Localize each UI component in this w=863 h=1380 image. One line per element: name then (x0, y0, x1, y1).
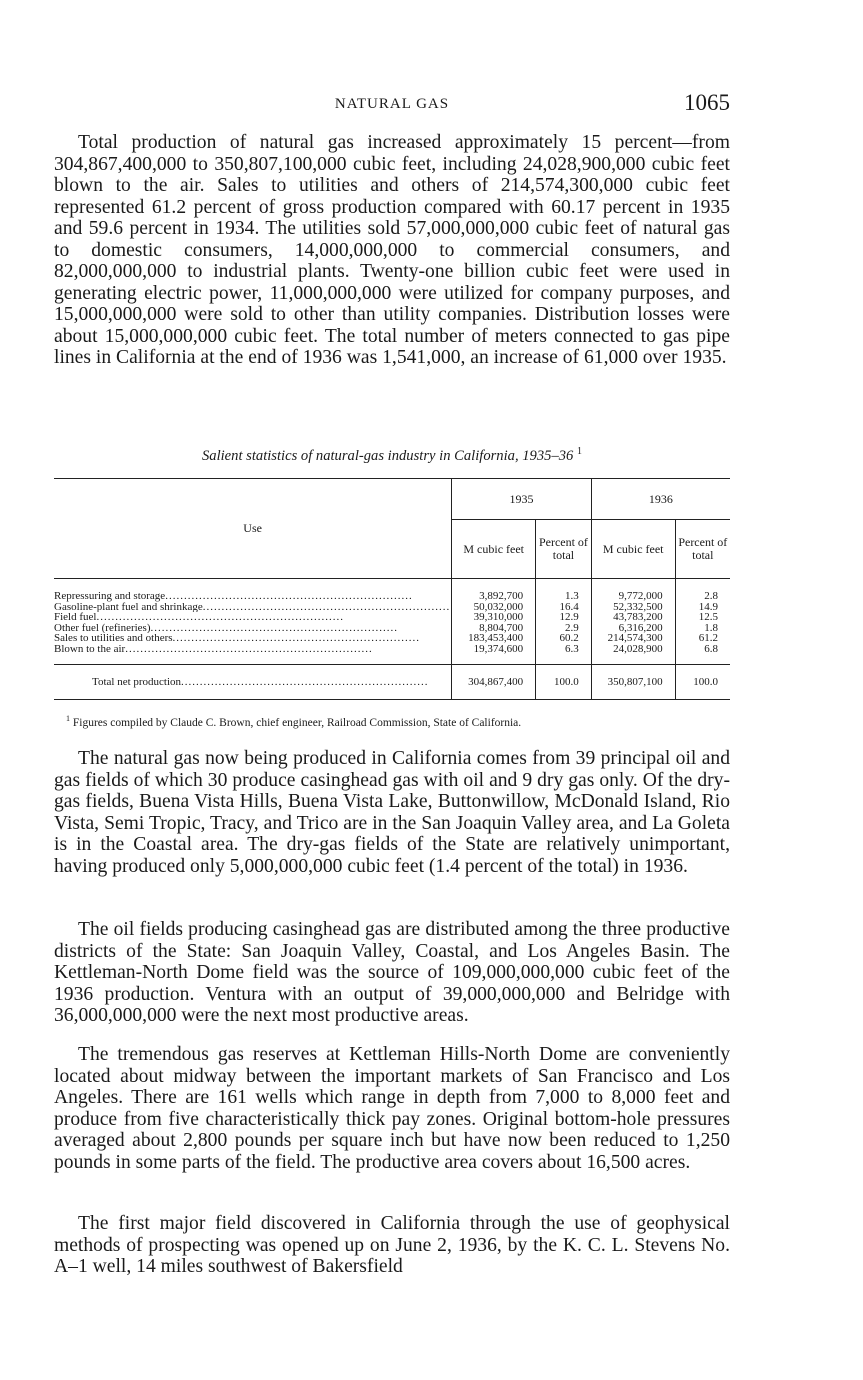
cell-1935-m: 183,453,400 (452, 633, 536, 644)
cell-1936-pct: 61.2 (675, 633, 730, 644)
running-head-title: NATURAL GAS (334, 96, 450, 112)
table-row: Field fuel.................................................................. 39,310,000 12.9 43,783,200 12.5 (54, 612, 730, 623)
cell-1936-m: 43,783,200 (591, 612, 675, 623)
table-caption-text: Salient statistics of natural-gas industry in California, 1935–36 (201, 447, 574, 464)
salient-statistics-table (54, 478, 730, 700)
table-row: Blown to the air.................................................................. 19,374,600 6.3 24,028,900 6.8 (54, 644, 730, 665)
cell-1935-m: 19,374,600 (452, 644, 536, 665)
cell-1935-pct: 16.4 (536, 602, 592, 613)
page-number: 1065 (684, 90, 730, 115)
row-label: Sales to utilities and others (54, 633, 173, 644)
cell-1936-pct: 2.8 (675, 579, 730, 602)
paragraph-production: Total production of natural gas increased approximately 15 percent—from 304,867,400,000 to 350,807,100,000 cubic feet, including 24,028,900,000 cubic feet blown to the air. Sales to utilities and others of 214,574,300,000 cubic feet represented 61.2 percent of gross production compared with 60.17 percent in 1935 and 59.6 percent in 1934. The utilities sold 57,000,000,000 cubic feet of natural gas to domestic consumers, 14,000,000,000 to commercial consumers, and 82,000,000,000 to industrial plants. Twenty-one billion cubic feet were used in generating electric power, 11,000,000,000 were utilized for company purposes, and 15,000,000,000 were sold to other than utility companies. Distribution losses were about 15,000,000,000 cubic feet. The total number of meters connected to gas pipe lines in California at the end of 1936 was 1,541,000, an increase of 61,000 over 1935. (54, 132, 730, 368)
table-total-row: Total net production.................................................................. 304,867,400 100.0 350,807,100 100.0 (54, 665, 730, 700)
row-label: Repressuring and storage (54, 590, 166, 602)
total-1936-pct: 100.0 (675, 665, 730, 700)
row-label: Field fuel (54, 612, 97, 623)
total-1935-m: 304,867,400 (452, 665, 536, 700)
total-1936-m: 350,807,100 (591, 665, 675, 700)
row-label: Blown to the air (54, 643, 126, 655)
cell-1936-pct: 6.8 (675, 644, 730, 665)
running-head (54, 92, 730, 122)
row-label: Gasoline-plant fuel and shrinkage (54, 601, 203, 612)
cell-1935-pct: 1.3 (536, 579, 592, 602)
table-row: Repressuring and storage.................................................................. 3,892,700 1.3 9,772,000 2.8 (54, 579, 730, 602)
cell-1936-m: 24,028,900 (591, 644, 675, 665)
cell-1935-m: 8,804,700 (452, 623, 536, 634)
cell-1936-m: 6,316,200 (591, 623, 675, 634)
cell-1936-pct: 12.5 (675, 612, 730, 623)
total-row-label: Total net production (92, 675, 182, 688)
table-footnote (54, 714, 730, 729)
cell-1935-m: 3,892,700 (452, 579, 536, 602)
cell-1936-pct: 1.8 (675, 623, 730, 634)
paragraph-casinghead: The oil fields producing casinghead gas are distributed among the three productive districts of the State: San Joaquin Valley, Coastal, and Los Angeles Basin. The Kettleman-North Dome field was the source of 109,000,000,000 cubic feet of the 1936 production. Ventura with an output of 39,000,000,000 and Belridge with 36,000,000,000 were the next most productive areas. (54, 919, 730, 1026)
paragraph-kettleman: The tremendous gas reserves at Kettleman Hills-North Dome are conveniently located about midway between the important markets of San Francisco and Los Angeles. There are 161 wells which range in depth from 7,000 to 8,000 feet and produce from five characteristically thick pay zones. Original bottom-hole pressures averaged about 2,800 pounds per square inch but have now been reduced to 1,250 pounds in some parts of the field. The productive area covers about 16,500 acres. (54, 1044, 730, 1173)
column-header-1936-m-cubic-feet: M cubic feet (591, 520, 675, 579)
cell-1936-pct: 14.9 (675, 602, 730, 613)
cell-1936-m: 52,332,500 (591, 602, 675, 613)
footnote-mark: 1 (66, 714, 70, 723)
table-row: Other fuel (refineries).................................................................. 8,804,700 2.9 6,316,200 1.8 (54, 623, 730, 634)
footnote-text: Figures compiled by Claude C. Brown, chief engineer, Railroad Commission, State of California. (72, 716, 522, 729)
cell-1935-pct: 12.9 (536, 612, 592, 623)
column-header-1935-percent: Percent of total (536, 520, 592, 579)
cell-1935-pct: 60.2 (536, 633, 592, 644)
table-caption (54, 446, 730, 465)
cell-1936-m: 214,574,300 (591, 633, 675, 644)
paragraph-geophysical: The first major field discovered in California through the use of geophysical methods of prospecting was opened up on June 2, 1936, by the K. C. L. Stevens No. A–1 well, 14 miles southwest of Bakersfield (54, 1213, 730, 1277)
cell-1936-m: 9,772,000 (591, 579, 675, 602)
column-header-1935-m-cubic-feet: M cubic feet (452, 520, 536, 579)
table-caption-footnote-mark: 1 (577, 446, 582, 457)
cell-1935-pct: 6.3 (536, 644, 592, 665)
table-row: Gasoline-plant fuel and shrinkage.................................................................. 50,032,000 16.4 52,332,500 14.9 (54, 602, 730, 613)
cell-1935-pct: 2.9 (536, 623, 592, 634)
cell-1935-m: 39,310,000 (452, 612, 536, 623)
column-header-1935: 1935 (452, 479, 592, 520)
total-1935-pct: 100.0 (536, 665, 592, 700)
paragraph-fields: The natural gas now being produced in California comes from 39 principal oil and gas fields of which 30 produce casinghead gas with oil and 9 dry gas only. Of the dry-gas fields, Buena Vista Hills, Buena Vista Lake, Buttonwillow, McDonald Island, Rio Vista, Semi Tropic, Tracy, and Trico are in the San Joaquin Valley area, and La Goleta is in the Coastal area. The dry-gas fields of the State are relatively unimportant, having produced only 5,000,000,000 cubic feet (1.4 percent of the total) in 1936. (54, 748, 730, 877)
table-row: Sales to utilities and others.................................................................. 183,453,400 60.2 214,574,300 61.2 (54, 633, 730, 644)
column-header-1936-percent: Percent of total (675, 520, 730, 579)
cell-1935-m: 50,032,000 (452, 602, 536, 613)
row-label: Other fuel (refineries) (54, 622, 151, 633)
column-header-1936: 1936 (591, 479, 730, 520)
column-header-use: Use (54, 479, 452, 579)
